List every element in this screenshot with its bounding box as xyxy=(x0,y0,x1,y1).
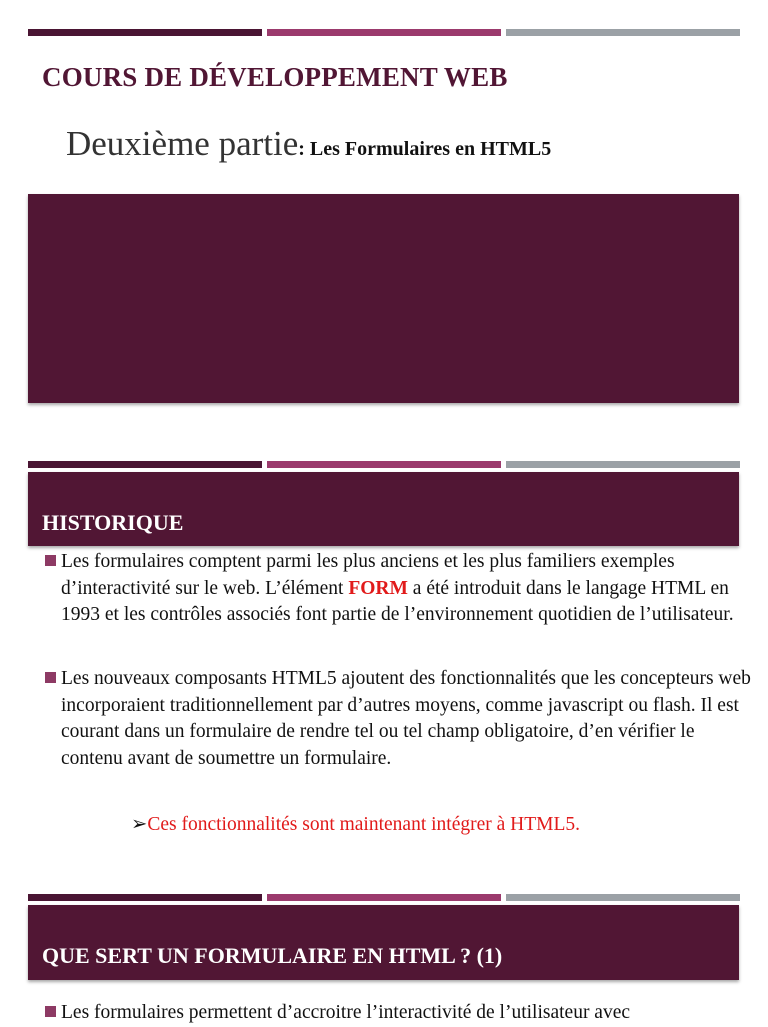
slide-1-title: COURS DE DÉVELOPPEMENT WEB xyxy=(42,62,508,92)
subtitle-rest: : Les Formulaires en HTML5 xyxy=(298,138,552,160)
bullet-text-before: Les formulaires comptent parmi les plus anciens et les plus familiers exemples d’interactivité sur le web. L’élément xyxy=(61,551,675,599)
accent-bar-gray xyxy=(506,894,740,901)
sub-bullet-text: Ces fonctionnalités sont maintenant intégrer à HTML5. xyxy=(147,814,581,835)
slide-3-heading: QUE SERT UN FORMULAIRE EN HTML ? (1) xyxy=(42,943,503,968)
bullet-formulaire-1 xyxy=(61,1000,761,1027)
accent-bar-pink xyxy=(267,894,501,901)
form-keyword: FORM xyxy=(348,577,408,599)
arrow-bullet-icon: ➢ xyxy=(131,814,148,835)
slide-3-heading-band xyxy=(28,905,739,980)
square-bullet-icon xyxy=(45,1006,56,1017)
slide-2-heading: HISTORIQUE xyxy=(42,510,184,535)
bullet-text: Les formulaires permettent d’accroitre l’interactivité de l’utilisateur avec xyxy=(61,1002,631,1023)
subtitle-main: Deuxième partie xyxy=(66,124,299,163)
bullet-text: Les nouveaux composants HTML5 ajoutent des fonctionnalités que les concepteurs web incorporaient traditionnellement par d’autres moyens, comme javascript ou flash. Il est courant dans un formulaire de rendre tel ou tel champ obligatoire, d’en vérifier le contenu avant de soumettre un formulaire. xyxy=(61,668,751,769)
accent-bar-dark xyxy=(28,894,262,901)
bullet-text-after: a été introduit dans le langage HTML en 1993 et les contrôles associés font partie de l’environnement quotidien de l’utilisateur. xyxy=(61,577,734,625)
slide-3-top-bars xyxy=(28,894,740,901)
